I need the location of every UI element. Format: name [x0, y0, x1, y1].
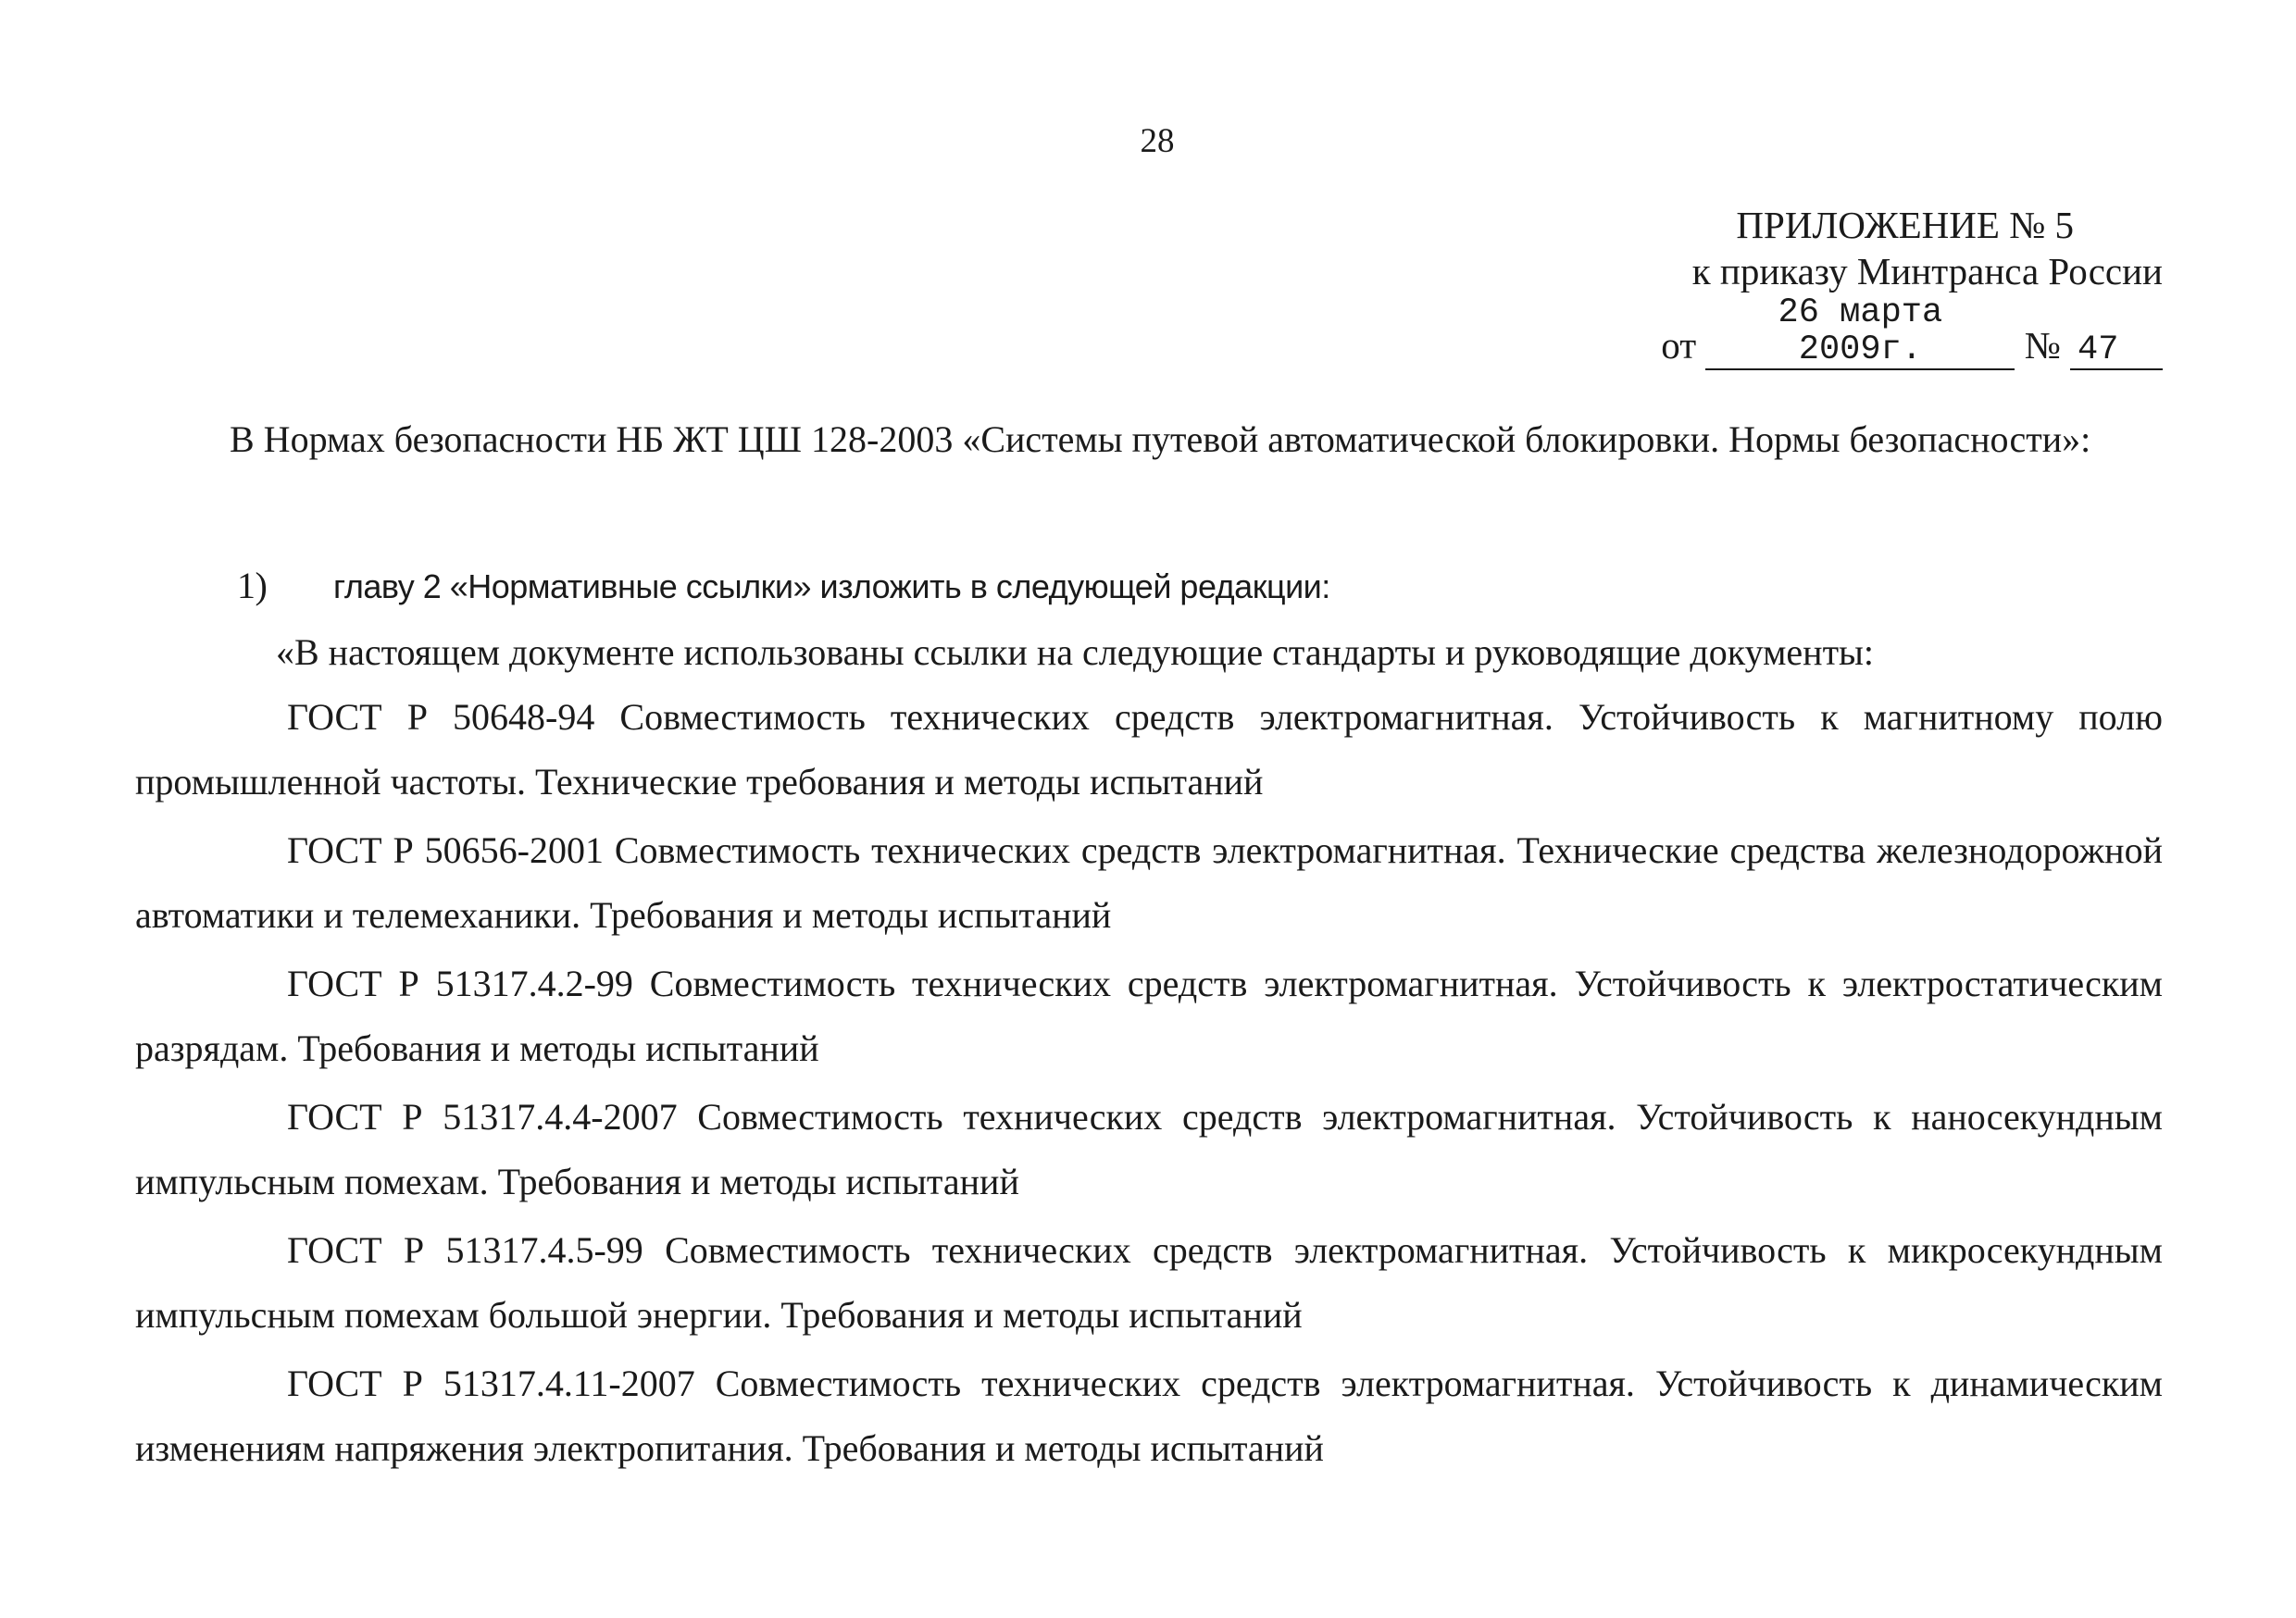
reference-entry: ГОСТ Р 50656-2001 Совместимость технических средств электромагнитная. Технические средства железнодорожной автоматики и телемеханики. Требования и методы испытаний [135, 829, 2163, 936]
references-list [135, 685, 2163, 1485]
references-intro: «В настоящем документе использованы ссылки на следующие стандарты и руководящие документы: [276, 631, 1875, 673]
appendix-order: к приказу Минтранса России [1691, 250, 2163, 292]
reference-entry: ГОСТ Р 51317.4.4-2007 Совместимость технических средств электромагнитная. Устойчивость к наносекундным импульсным помехам. Требования и методы испытаний [135, 1096, 2163, 1202]
appendix-title: ПРИЛОЖЕНИЕ № 5 [1736, 204, 2074, 246]
appendix-header [1661, 202, 2163, 370]
page-number: 28 [1140, 122, 1175, 160]
reference-entry: ГОСТ Р 51317.4.5-99 Совместимость технических средств электромагнитная. Устойчивость к микросекундным импульсным помехам большой энергии. Требования и методы испытаний [135, 1229, 2163, 1336]
reference-entry: ГОСТ Р 51317.4.11-2007 Совместимость технических средств электромагнитная. Устойчивость к динамическим изменениям напряжения электропитания. Требования и методы испытаний [135, 1363, 2163, 1469]
item-number: 1) [237, 565, 268, 606]
from-label: от [1661, 324, 1697, 367]
reference-entry: ГОСТ Р 51317.4.2-99 Совместимость технических средств электромагнитная. Устойчивость к электростатическим разрядам. Требования и методы испытаний [135, 963, 2163, 1069]
order-date: 26 марта 2009г. [1705, 294, 2015, 370]
order-number: 47 [2070, 331, 2163, 370]
number-label: № [2024, 324, 2061, 367]
item-text: главу 2 «Нормативные ссылки» изложить в следующей редакции: [333, 567, 1330, 605]
reference-entry: ГОСТ Р 50648-94 Совместимость технических средств электромагнитная. Устойчивость к магнитному полю промышленной частоты. Технические требования и методы испытаний [135, 696, 2163, 803]
intro-paragraph: В Нормах безопасности НБ ЖТ ЦШ 128-2003 «Системы путевой автоматической блокировки. Нормы безопасности»: [230, 418, 2091, 460]
appendix-date-line [1661, 294, 2163, 370]
list-item [237, 554, 1330, 619]
